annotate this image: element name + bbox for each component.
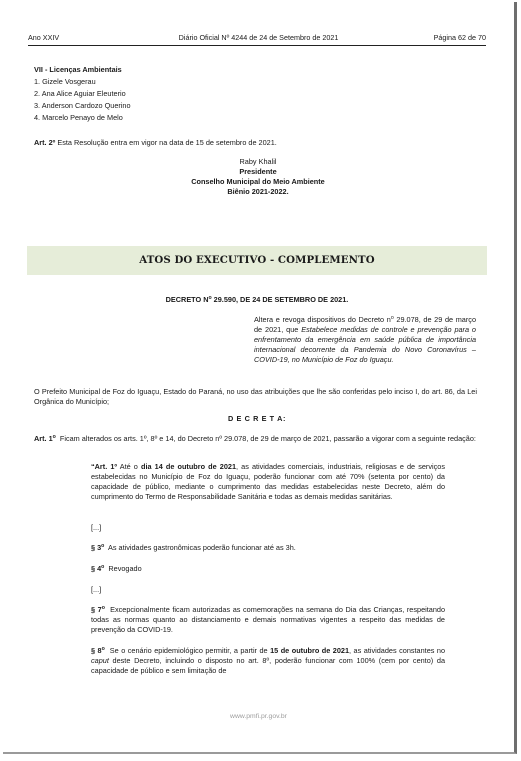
paragraph-7: § 7$^o$ Excepcionalmente ficam autorizadas as comemorações na semana do Dia das Crianças, respeitando todas as normas quanto ao distanciamento e demais normativas vigentes a respeito das medidas de prevenção da COVID-19. (91, 605, 446, 634)
header-divider (28, 45, 486, 46)
document-page (3, 2, 517, 754)
list-item: 4. Marcelo Penayo de Melo (34, 113, 123, 122)
ellipsis: [...] (91, 523, 102, 532)
decreta-heading: D E C R E T A: (228, 414, 286, 423)
list-item: 3. Anderson Cardozo Querino (34, 101, 131, 110)
signature-period: Biênio 2021-2022. (227, 187, 289, 196)
header-page-number: Página 62 de 70 (433, 33, 486, 42)
footer-url: www.pmfi.pr.gov.br (230, 713, 287, 720)
signature-org: Conselho Municipal do Meio Ambiente (191, 177, 325, 186)
decree-title: DECRETO $N^o$ 29.590, DE 24 DE SETEMBRO DE 2021. (165, 295, 349, 304)
quoted-art1-paragraph: “Art. 1º Até o dia 14 de outubro de 2021, as atividades comerciais, industriais, religiosas e de serviços estabelecidas no Município de Foz do Iguaçu, poderão funcionar com até 70% (setenta por cento) da capacidade de público, mediante o cumprimento das medidas estabelecidas neste Decreto, além do cumprimento do Termo de Responsabilidade Sanitária e todas as demais medidas sanitárias. (91, 462, 445, 501)
header-year: Ano XXIV (28, 33, 60, 42)
art1-paragraph: Art. 1$^o$ Ficam alterados os arts. 1º, 8º e 14, do Decreto nº 29.078, de 29 de março de 2021, passarão a vigorar com a seguinte redação: (34, 434, 476, 443)
art2-paragraph (34, 138, 277, 148)
signature-role: Presidente (239, 167, 277, 176)
ellipsis: [...] (91, 585, 102, 594)
licencas-heading: VII - Licenças Ambientais (34, 65, 122, 74)
section-title: ATOS DO EXECUTIVO - COMPLEMENTO (139, 254, 375, 266)
list-item: 1. Gizele Vosgerau (34, 77, 96, 86)
art2-text: Esta Resolução entra em vigor na data de 15 de setembro de 2021. (57, 138, 277, 147)
paragraph-4: § 4$^o$ Revogado (91, 564, 142, 573)
paragraph-8: § 8$^o$ Se o cenário epidemiológico permitir, a partir de 15 de outubro de 2021, as atividades constantes no caput deste Decreto, incluindo o disposto no art. 8º, poderão funcionar com 100% (cem por cento) da capacidade de público e sem limitação de (91, 646, 446, 675)
signature-name: Raby Khalil (239, 157, 277, 166)
decree-preamble: O Prefeito Municipal de Foz do Iguaçu, Estado do Paraná, no uso das atribuições que lhe são conferidas pelo inciso I, do art. 86, da Lei Orgânica do Município; (34, 387, 477, 406)
decree-ementa: Altera e revoga dispositivos do Decreto $n^o$ 29.078, de 29 de março de 2021, que Estabelece medidas de controle e prevenção para o enfrentamento da emergência em saúde pública de importância internacional decorrente da Pandemia do Novo Coronavírus – COVID-19, no Município de Foz do Iguaçu. (254, 315, 476, 364)
art2-label: Art. 2º (34, 138, 56, 147)
header-title: Diário Oficial Nº 4244 de 24 de Setembro de 2021 (178, 33, 339, 42)
list-item: 2. Ana Alice Aguiar Eleuterio (34, 89, 126, 98)
paragraph-3: § 3$^o$ As atividades gastronômicas poderão funcionar até as 3h. (91, 543, 296, 552)
